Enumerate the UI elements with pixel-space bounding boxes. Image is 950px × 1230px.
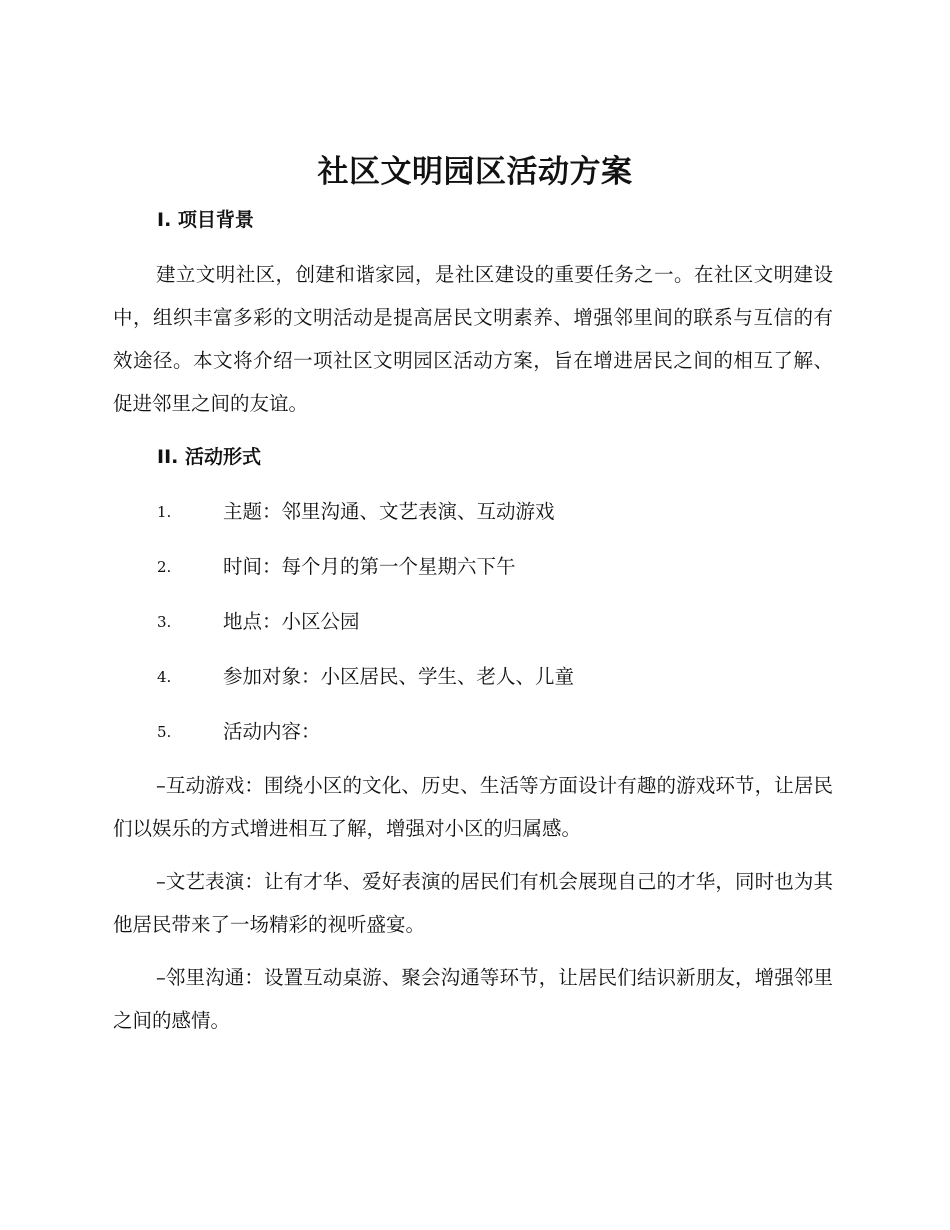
detail-paragraph-neighbor-communication: –邻里沟通：设置互动桌游、聚会沟通等环节，让居民们结识新朋友，增强邻里之间的感情。 <box>113 966 833 1032</box>
list-item-number: 2. <box>157 558 172 576</box>
list-item-number: 4. <box>157 668 172 686</box>
list-item-text: 活动内容： <box>223 720 321 743</box>
section-heading-background: I. 项目背景 <box>157 209 254 231</box>
list-item-number: 3. <box>157 613 172 631</box>
list-item-text: 时间：每个月的第一个星期六下午 <box>223 555 516 578</box>
list-item-number: 1. <box>157 503 172 521</box>
document-title: 社区文明园区活动方案 <box>317 154 633 190</box>
background-paragraph: 建立文明社区，创建和谐家园，是社区建设的重要任务之一。在社区文明建设中，组织丰富多彩的文明活动是提高居民文明素养、增强邻里间的联系与互信的有效途径。本文将介绍一项社区文明园区活动方案，旨在增进居民之间的相互了解、促进邻里之间的友谊。 <box>113 263 833 415</box>
list-item-text: 地点：小区公园 <box>223 610 360 633</box>
detail-paragraph-performances: –文艺表演：让有才华、爱好表演的居民们有机会展现自己的才华，同时也为其他居民带来了一场精彩的视听盛宴。 <box>113 870 833 936</box>
list-item-number: 5. <box>157 723 172 741</box>
list-item-text: 主题：邻里沟通、文艺表演、互动游戏 <box>223 500 555 523</box>
section-heading-activity-form: II. 活动形式 <box>157 446 261 468</box>
list-item-text: 参加对象：小区居民、学生、老人、儿童 <box>223 665 575 688</box>
detail-paragraph-interactive-games: –互动游戏：围绕小区的文化、历史、生活等方面设计有趣的游戏环节，让居民们以娱乐的方式增进相互了解，增强对小区的归属感。 <box>113 774 833 840</box>
